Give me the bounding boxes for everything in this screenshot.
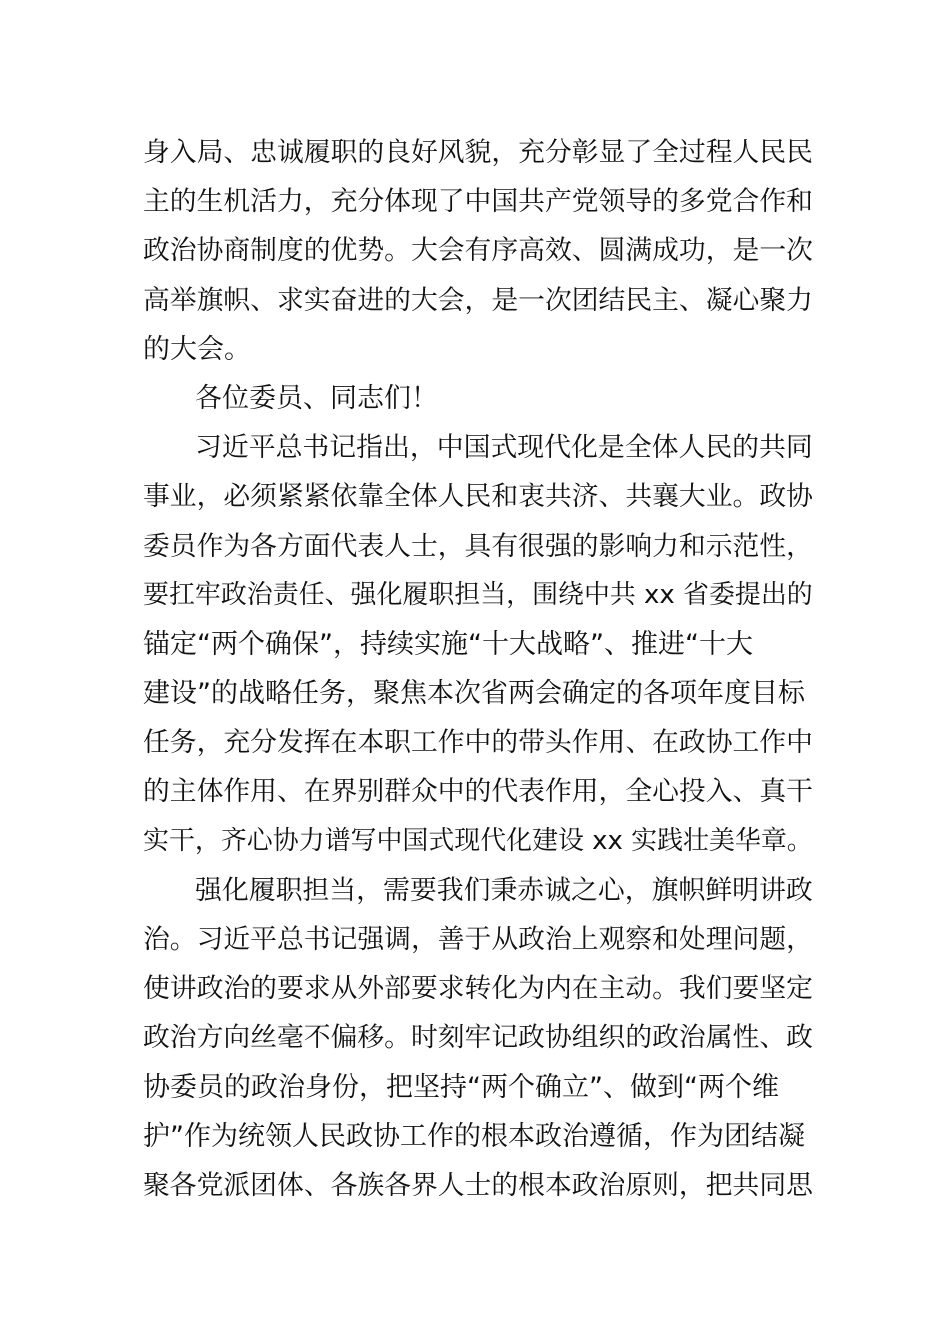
text-line: 政治方向丝毫不偏移。时刻牢记政协组织的政治属性、政 bbox=[143, 1022, 813, 1054]
text-line: 协委员的政治身份，把坚持“两个确立”、做到“两个维 bbox=[143, 1071, 779, 1103]
text-line: 的大会。 bbox=[143, 333, 251, 365]
text-line: 习近平总书记指出，中国式现代化是全体人民的共同 bbox=[195, 432, 813, 464]
text-line: 主的生机活力，充分体现了中国共产党领导的多党合作和 bbox=[143, 186, 813, 218]
text-line: 各位委员、同志们！ bbox=[195, 382, 438, 414]
text-line: 治。习近平总书记强调，善于从政治上观察和处理问题， bbox=[143, 924, 813, 955]
text-line: 政治协商制度的优势。大会有序高效、圆满成功，是一次 bbox=[143, 235, 813, 267]
text-line: 护”作为统领人民政协工作的根本政治遵循，作为团结凝 bbox=[143, 1120, 805, 1152]
text-line: 委员作为各方面代表人士，具有很强的影响力和示范性， bbox=[143, 530, 813, 562]
text-line: 建设”的战略任务，聚焦本次省两会确定的各项年度目标 bbox=[143, 678, 805, 710]
text-line: 任务，充分发挥在本职工作中的带头作用、在政协工作中 bbox=[143, 727, 813, 759]
text-line: 实干，齐心协力谱写中国式现代化建设 xx 实践壮美华章。 bbox=[143, 825, 813, 856]
text-line: 的主体作用、在界别群众中的代表作用，全心投入、真干 bbox=[143, 776, 813, 808]
text-line: 身入局、忠诚履职的良好风貌，充分彰显了全过程人民民 bbox=[143, 137, 813, 168]
text-line: 高举旗帜、求实奋进的大会，是一次团结民主、凝心聚力 bbox=[143, 284, 813, 316]
text-line: 事业，必须紧紧依靠全体人民和衷共济、共襄大业。政协 bbox=[143, 481, 813, 513]
text-line: 强化履职担当，需要我们秉赤诚之心，旗帜鲜明讲政 bbox=[195, 874, 813, 906]
text-line: 要扛牢政治责任、强化履职担当，围绕中共 xx 省委提出的 bbox=[143, 579, 813, 610]
text-line: 使讲政治的要求从外部要求转化为内在主动。我们要坚定 bbox=[143, 973, 813, 1005]
text-line: 聚各党派团体、各族各界人士的根本政治原则，把共同思 bbox=[143, 1169, 813, 1201]
body-text bbox=[143, 128, 813, 1210]
text-line: 锚定“两个确保”，持续实施“十大战略”、推进“十大 bbox=[143, 628, 753, 660]
